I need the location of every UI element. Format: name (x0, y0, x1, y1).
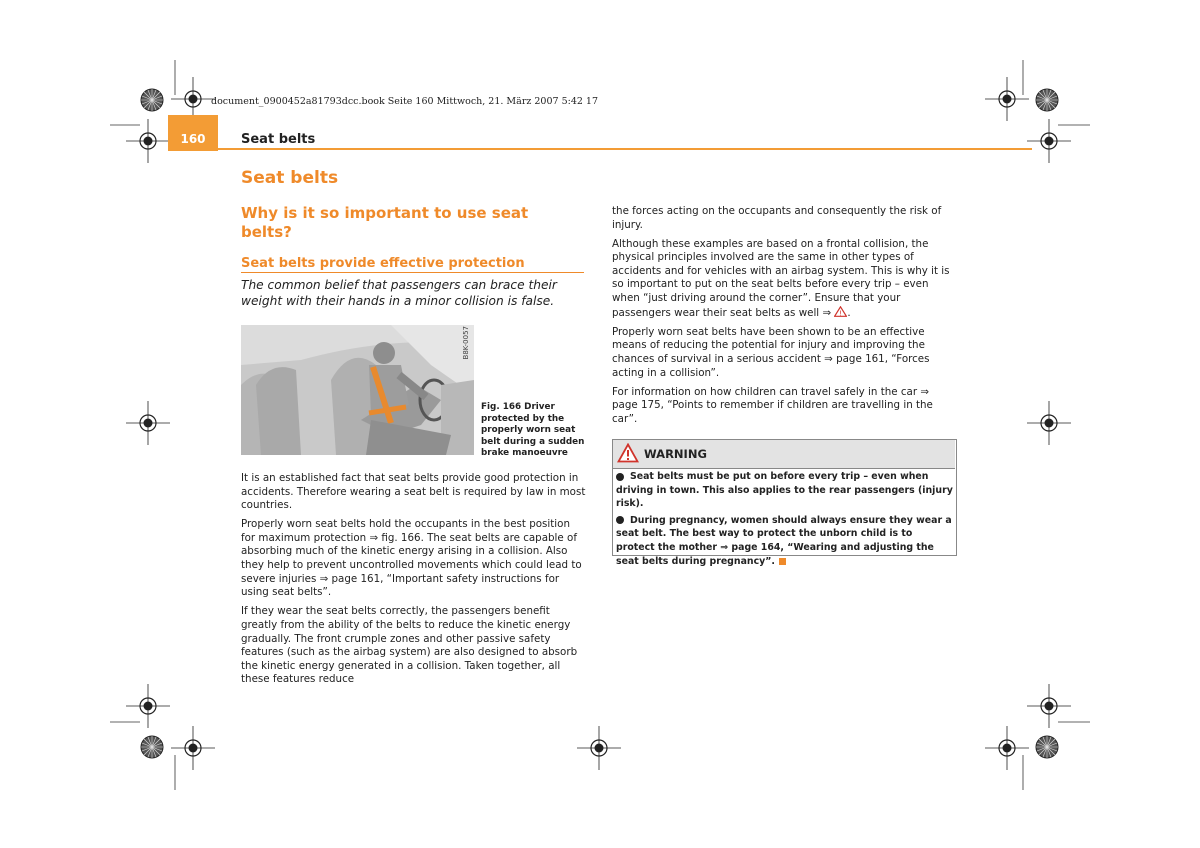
warning-title: WARNING (644, 447, 707, 461)
figure-code: B8K-0057 (462, 326, 470, 360)
paragraph: Properly worn seat belts hold the occupants in the best position for maximum protection ⇒ fig. 166. The seat belts are capable of absorbing much of the kinetic energy arising in a collision. Also they help to prevent uncontrolled movements which could lead to severe injuries ⇒ page 161, “Important safety instructions for using seat belts”. (241, 518, 582, 599)
header-rule (218, 148, 1032, 150)
paragraph: the forces acting on the occupants and consequently the risk of injury. (612, 205, 942, 231)
warning-triangle-icon (617, 443, 639, 463)
left-column (241, 472, 586, 692)
page-number: 160 (180, 132, 206, 146)
paragraph: It is an established fact that seat belts provide good protection in accidents. Therefore wearing a seat belt is required by law in most countries. (241, 472, 586, 512)
warning-triangle-icon (834, 306, 847, 317)
figure-illustration (241, 325, 474, 455)
right-column (612, 205, 957, 432)
bullet-icon (616, 473, 624, 481)
running-title: Seat belts (241, 132, 316, 147)
paragraph: Properly worn seat belts have been shown to be an effective means of reducing the potential for injury and improving the chances of survival in a serious accident ⇒ page 161, “Forces acting in a collision”. (612, 325, 930, 379)
end-of-section-icon (779, 558, 786, 565)
warning-item: Seat belts must be put on before every trip – even when driving in town. This also applies to the rear passengers (injury risk). (616, 471, 953, 510)
warning-item: During pregnancy, women should always ensure they wear a seat belt. The best way to protect the unborn child is to protect the mother ⇒ page 164, “Wearing and adjusting the seat belts during pregnancy”. (616, 514, 952, 567)
warning-body (616, 470, 954, 571)
section-heading: Seat belts (241, 168, 339, 188)
figure-caption: Fig. 166 Driver protected by the properly worn seat belt during a sudden brake manoeuvre (481, 402, 585, 458)
bullet-icon (616, 516, 624, 524)
svg-text:!: ! (839, 309, 843, 317)
paragraph: If they wear the seat belts correctly, the passengers benefit greatly from the ability of the belts to reduce the kinetic energy gradually. The front crumple zones and other passive safety features (such as the airbag system) are also designed to absorb the kinetic energy generated in a collision. Taken together, all these features reduce (241, 605, 578, 686)
driver-seatbelt-illustration (241, 325, 474, 455)
topic-heading-rule (241, 272, 584, 273)
subsection-heading: Why is it so important to use seat belts? (241, 204, 529, 241)
print-header: document_0900452a81793dcc.book Seite 160 Mittwoch, 21. März 2007 5:42 17 (211, 96, 599, 107)
intro-text: The common belief that passengers can brace their weight with their hands in a minor collision is false. (241, 278, 557, 308)
paragraph: Although these examples are based on a frontal collision, the physical principles involved are the same in other types of accidents and for vehicles with an airbag system. This is why it is so important to put on the seat belts before every trip – even when “just driving around the corner”. Ensure that your passengers wear their seat belts as well ⇒ ! . (612, 237, 950, 319)
paragraph: For information on how children can travel safely in the car ⇒ page 175, “Points to remember if children are travelling in the car”. (612, 385, 933, 425)
topic-heading: Seat belts provide effective protection (241, 256, 525, 271)
